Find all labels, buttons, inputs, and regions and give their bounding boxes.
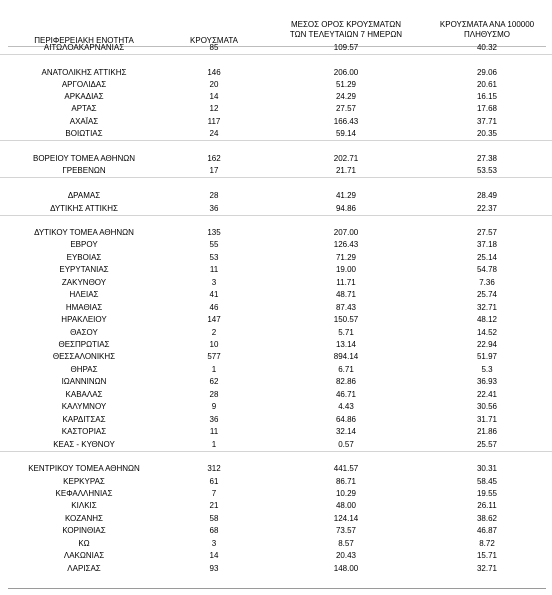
cases-per-100000-cell: 36.93 [476, 377, 498, 386]
region-cell: ΑΡΓΟΛΙΔΑΣ [61, 80, 107, 89]
seven-day-average-cell: 24.29 [335, 92, 357, 101]
cases-per-100000-cell: 25.14 [476, 253, 498, 262]
seven-day-average-cell: 13.14 [335, 340, 357, 349]
cases-cell: 117 [207, 117, 221, 126]
cases-cell: 61 [209, 477, 219, 486]
cases-per-100000-cell: 29.06 [476, 68, 498, 77]
seven-day-average-cell: 41.29 [335, 191, 357, 200]
seven-day-average-cell: 126.43 [333, 240, 359, 249]
region-cell: ΗΜΑΘΙΑΣ [65, 303, 103, 312]
region-cell: ΗΡΑΚΛΕΙΟΥ [61, 315, 107, 324]
cases-per-100000-cell: 31.71 [476, 415, 498, 424]
table-row [0, 327, 552, 339]
cases-per-100000-cell: 17.68 [476, 104, 498, 113]
table-row [0, 476, 552, 488]
seven-day-average-cell: 0.57 [338, 440, 354, 449]
seven-day-average-cell: 82.86 [335, 377, 357, 386]
seven-day-average-cell: 21.71 [335, 166, 357, 175]
region-cell: ΑΧΑΪΑΣ [69, 117, 99, 126]
region-cell: ΚΑΒΑΛΑΣ [65, 390, 103, 399]
table-row [0, 339, 552, 351]
table-row [0, 500, 552, 512]
seven-day-average-cell: 8.57 [338, 539, 354, 548]
seven-day-average-cell: 87.43 [335, 303, 357, 312]
cases-per-100000-cell: 28.49 [476, 191, 498, 200]
cases-cell: 14 [209, 92, 219, 101]
region-cell: ΑΡΤΑΣ [71, 104, 97, 113]
region-cell: ΚΑΛΥΜΝΟΥ [61, 402, 107, 411]
cases-cell: 58 [209, 514, 219, 523]
cases-cell: 55 [209, 240, 219, 249]
region-cell: ΑΝΑΤΟΛΙΚΗΣ ΑΤΤΙΚΗΣ [41, 68, 127, 77]
cases-per-100000-cell: 58.45 [476, 477, 498, 486]
cases-cell: 62 [209, 377, 219, 386]
cases-per-100000-cell: 32.71 [476, 303, 498, 312]
table-row [0, 67, 552, 79]
seven-day-average-cell: 109.57 [333, 43, 359, 52]
cases-per-100000-cell: 8.72 [479, 539, 495, 548]
cases-cell: 17 [209, 166, 219, 175]
header-avg-line2: ΤΩΝ ΤΕΛΕΥΤΑΙΩΝ 7 ΗΜΕΡΩΝ [289, 30, 403, 39]
header-avg-line1: ΜΕΣΟΣ ΟΡΟΣ ΚΡΟΥΣΜΑΤΩΝ [290, 20, 402, 29]
cases-per-100000-cell: 37.71 [476, 117, 498, 126]
cases-per-100000-cell: 16.15 [476, 92, 498, 101]
seven-day-average-cell: 19.00 [335, 265, 357, 274]
cases-cell: 3 [211, 278, 217, 287]
cases-per-100000-cell: 15.71 [476, 551, 498, 560]
cases-cell: 3 [211, 539, 217, 548]
cases-per-100000-cell: 20.35 [476, 129, 498, 138]
region-cell: ΚΕΑΣ - ΚΥΘΝΟΥ [53, 440, 115, 449]
table-row [0, 165, 552, 178]
seven-day-average-cell: 4.43 [338, 402, 354, 411]
cases-per-100000-cell: 30.31 [476, 464, 498, 473]
cases-per-100000-cell: 14.52 [476, 328, 498, 337]
cases-cell: 312 [207, 464, 221, 473]
seven-day-average-cell: 894.14 [333, 352, 359, 361]
cases-per-100000-cell: 20.61 [476, 80, 498, 89]
region-cell: ΛΑΡΙΣΑΣ [67, 564, 101, 573]
cases-cell: 28 [209, 191, 219, 200]
table-row [0, 550, 552, 562]
region-cell: ΚΑΡΔΙΤΣΑΣ [62, 415, 106, 424]
cases-cell: 93 [209, 564, 219, 573]
cases-cell: 14 [209, 551, 219, 560]
header-region: ΠΕΡΙΦΕΡΕΙΑΚΗ ΕΝΟΤΗΤΑ [34, 36, 134, 45]
region-cell: ΚΑΣΤΟΡΙΑΣ [61, 427, 107, 436]
table-row [0, 203, 552, 216]
cases-cell: 11 [209, 427, 219, 436]
cases-cell: 577 [207, 352, 221, 361]
region-cell: ΖΑΚΥΝΘΟΥ [61, 278, 107, 287]
cases-per-100000-cell: 46.87 [476, 526, 498, 535]
region-cell: ΑΙΤΩΛΟΑΚΑΡΝΑΝΙΑΣ [43, 43, 125, 52]
cases-per-100000-cell: 27.57 [476, 228, 498, 237]
region-cell: ΙΩΑΝΝΙΝΩΝ [61, 377, 107, 386]
seven-day-average-cell: 48.71 [335, 290, 357, 299]
cases-cell: 21 [209, 501, 219, 510]
seven-day-average-cell: 150.57 [333, 315, 359, 324]
table-row [0, 525, 552, 537]
cases-per-100000-cell: 25.57 [476, 440, 498, 449]
table-row [0, 153, 552, 165]
cases-cell: 41 [209, 290, 219, 299]
table-row [0, 513, 552, 525]
table-row [0, 128, 552, 141]
cases-per-100000-cell: 51.97 [476, 352, 498, 361]
seven-day-average-cell: 51.29 [335, 80, 357, 89]
cases-cell: 147 [207, 315, 221, 324]
table-row [0, 264, 552, 276]
region-cell: ΕΥΒΟΙΑΣ [66, 253, 102, 262]
table-row [0, 563, 552, 575]
seven-day-average-cell: 94.86 [335, 204, 357, 213]
cases-per-100000-cell: 48.12 [476, 315, 498, 324]
region-cell: ΚΕΦΑΛΛΗΝΙΑΣ [55, 489, 113, 498]
table-row [0, 414, 552, 426]
region-cell: ΚΟΡΙΝΘΙΑΣ [62, 526, 106, 535]
cases-cell: 24 [209, 129, 219, 138]
cases-cell: 36 [209, 415, 219, 424]
seven-day-average-cell: 27.57 [335, 104, 357, 113]
region-cell: ΚΕΝΤΡΙΚΟΥ ΤΟΜΕΑ ΑΘΗΝΩΝ [28, 464, 140, 473]
seven-day-average-cell: 124.14 [333, 514, 359, 523]
cases-per-100000-cell: 27.38 [476, 154, 498, 163]
region-cell: ΘΕΣΠΡΩΤΙΑΣ [58, 340, 110, 349]
region-cell: ΚΩ [78, 539, 90, 548]
cases-per-100000-cell: 19.55 [476, 489, 498, 498]
table-row [0, 289, 552, 301]
cases-per-100000-cell: 22.41 [476, 390, 498, 399]
cases-per-100000-cell: 26.11 [477, 501, 497, 510]
table-row [0, 42, 552, 55]
cases-cell: 36 [209, 204, 219, 213]
cases-cell: 135 [207, 228, 221, 237]
cases-cell: 28 [209, 390, 219, 399]
region-cell: ΘΕΣΣΑΛΟΝΙΚΗΣ [52, 352, 116, 361]
seven-day-average-cell: 46.71 [335, 390, 357, 399]
table-row [0, 227, 552, 239]
cases-cell: 46 [209, 303, 219, 312]
table-row [0, 277, 552, 289]
region-cell: ΗΛΕΙΑΣ [69, 290, 99, 299]
table-row [0, 426, 552, 438]
cases-per-100000-cell: 5.3 [481, 365, 493, 374]
seven-day-average-cell: 148.00 [333, 564, 359, 573]
cases-per-100000-cell: 54.78 [476, 265, 498, 274]
cases-cell: 11 [209, 265, 219, 274]
cases-per-100000-cell: 21.86 [476, 427, 498, 436]
header-cases: ΚΡΟΥΣΜΑΤΑ [190, 36, 238, 45]
cases-per-100000-cell: 22.94 [476, 340, 498, 349]
cases-cell: 10 [209, 340, 219, 349]
cases-cell: 1 [211, 440, 217, 449]
cases-per-100000-cell: 7.36 [479, 278, 495, 287]
table-bottom-edge [8, 588, 546, 589]
region-cell: ΒΟΙΩΤΙΑΣ [65, 129, 103, 138]
cases-per-100000-cell: 30.56 [476, 402, 498, 411]
table-row [0, 488, 552, 500]
cases-cell: 9 [211, 402, 217, 411]
region-cell: ΓΡΕΒΕΝΩΝ [62, 166, 106, 175]
seven-day-average-cell: 48.00 [335, 501, 357, 510]
seven-day-average-cell: 20.43 [335, 551, 357, 560]
cases-cell: 53 [209, 253, 219, 262]
table-row [0, 351, 552, 363]
table-row [0, 376, 552, 388]
cases-cell: 162 [207, 154, 221, 163]
seven-day-average-cell: 59.14 [335, 129, 357, 138]
cases-cell: 12 [209, 104, 219, 113]
table-row [0, 103, 552, 115]
region-cell: ΔΡΑΜΑΣ [67, 191, 101, 200]
seven-day-average-cell: 64.86 [335, 415, 357, 424]
table-row [0, 389, 552, 401]
region-cell: ΔΥΤΙΚΟΥ ΤΟΜΕΑ ΑΘΗΝΩΝ [34, 228, 134, 237]
table-row [0, 252, 552, 264]
cases-per-100000-cell: 37.18 [476, 240, 498, 249]
cases-cell: 85 [209, 43, 219, 52]
region-cell: ΘΗΡΑΣ [70, 365, 98, 374]
table-row [0, 401, 552, 413]
seven-day-average-cell: 207.00 [333, 228, 359, 237]
seven-day-average-cell: 441.57 [333, 464, 359, 473]
seven-day-average-cell: 71.29 [335, 253, 357, 262]
table-row [0, 364, 552, 376]
seven-day-average-cell: 32.14 [335, 427, 357, 436]
seven-day-average-cell: 166.43 [333, 117, 359, 126]
seven-day-average-cell: 10.29 [335, 489, 357, 498]
cases-per-100000-cell: 32.71 [476, 564, 498, 573]
region-cell: ΚΕΡΚΥΡΑΣ [63, 477, 105, 486]
header-rate-line1: ΚΡΟΥΣΜΑΤΑ ΑΝΑ 100000 [439, 20, 535, 29]
table-row [0, 79, 552, 91]
cases-per-100000-cell: 53.53 [476, 166, 498, 175]
table-row [0, 116, 552, 128]
table-row [0, 239, 552, 251]
region-cell: ΘΑΣΟΥ [70, 328, 98, 337]
seven-day-average-cell: 5.71 [338, 328, 354, 337]
region-cell: ΕΥΡΥΤΑΝΙΑΣ [59, 265, 109, 274]
region-cell: ΚΙΛΚΙΣ [71, 501, 97, 510]
header-rate-line2: ΠΛΗΘΥΣΜΟ [463, 30, 511, 39]
table-row [0, 439, 552, 452]
cases-cell: 68 [209, 526, 219, 535]
table-row [0, 302, 552, 314]
table-row [0, 91, 552, 103]
cases-per-100000-cell: 22.37 [476, 204, 498, 213]
cases-cell: 2 [211, 328, 217, 337]
cases-cell: 20 [209, 80, 219, 89]
table-row [0, 463, 552, 475]
seven-day-average-cell: 202.71 [333, 154, 359, 163]
table-row [0, 190, 552, 202]
seven-day-average-cell: 6.71 [338, 365, 354, 374]
table-row [0, 314, 552, 326]
region-cell: ΒΟΡΕΙΟΥ ΤΟΜΕΑ ΑΘΗΝΩΝ [32, 154, 136, 163]
cases-cell: 7 [211, 489, 217, 498]
seven-day-average-cell: 206.00 [333, 68, 359, 77]
cases-cell: 146 [207, 68, 221, 77]
cases-per-100000-cell: 40.32 [476, 43, 498, 52]
cases-per-100000-cell: 25.74 [476, 290, 498, 299]
table-row [0, 538, 552, 550]
region-cell: ΔΥΤΙΚΗΣ ΑΤΤΙΚΗΣ [50, 204, 118, 213]
cases-per-100000-cell: 38.62 [476, 514, 498, 523]
seven-day-average-cell: 73.57 [335, 526, 357, 535]
cases-cell: 1 [211, 365, 217, 374]
region-cell: ΑΡΚΑΔΙΑΣ [64, 92, 104, 101]
seven-day-average-cell: 11.71 [336, 278, 356, 287]
seven-day-average-cell: 86.71 [335, 477, 357, 486]
region-cell: ΛΑΚΩΝΙΑΣ [63, 551, 105, 560]
region-cell: ΚΟΖΑΝΗΣ [64, 514, 104, 523]
region-cell: ΕΒΡΟΥ [70, 240, 98, 249]
